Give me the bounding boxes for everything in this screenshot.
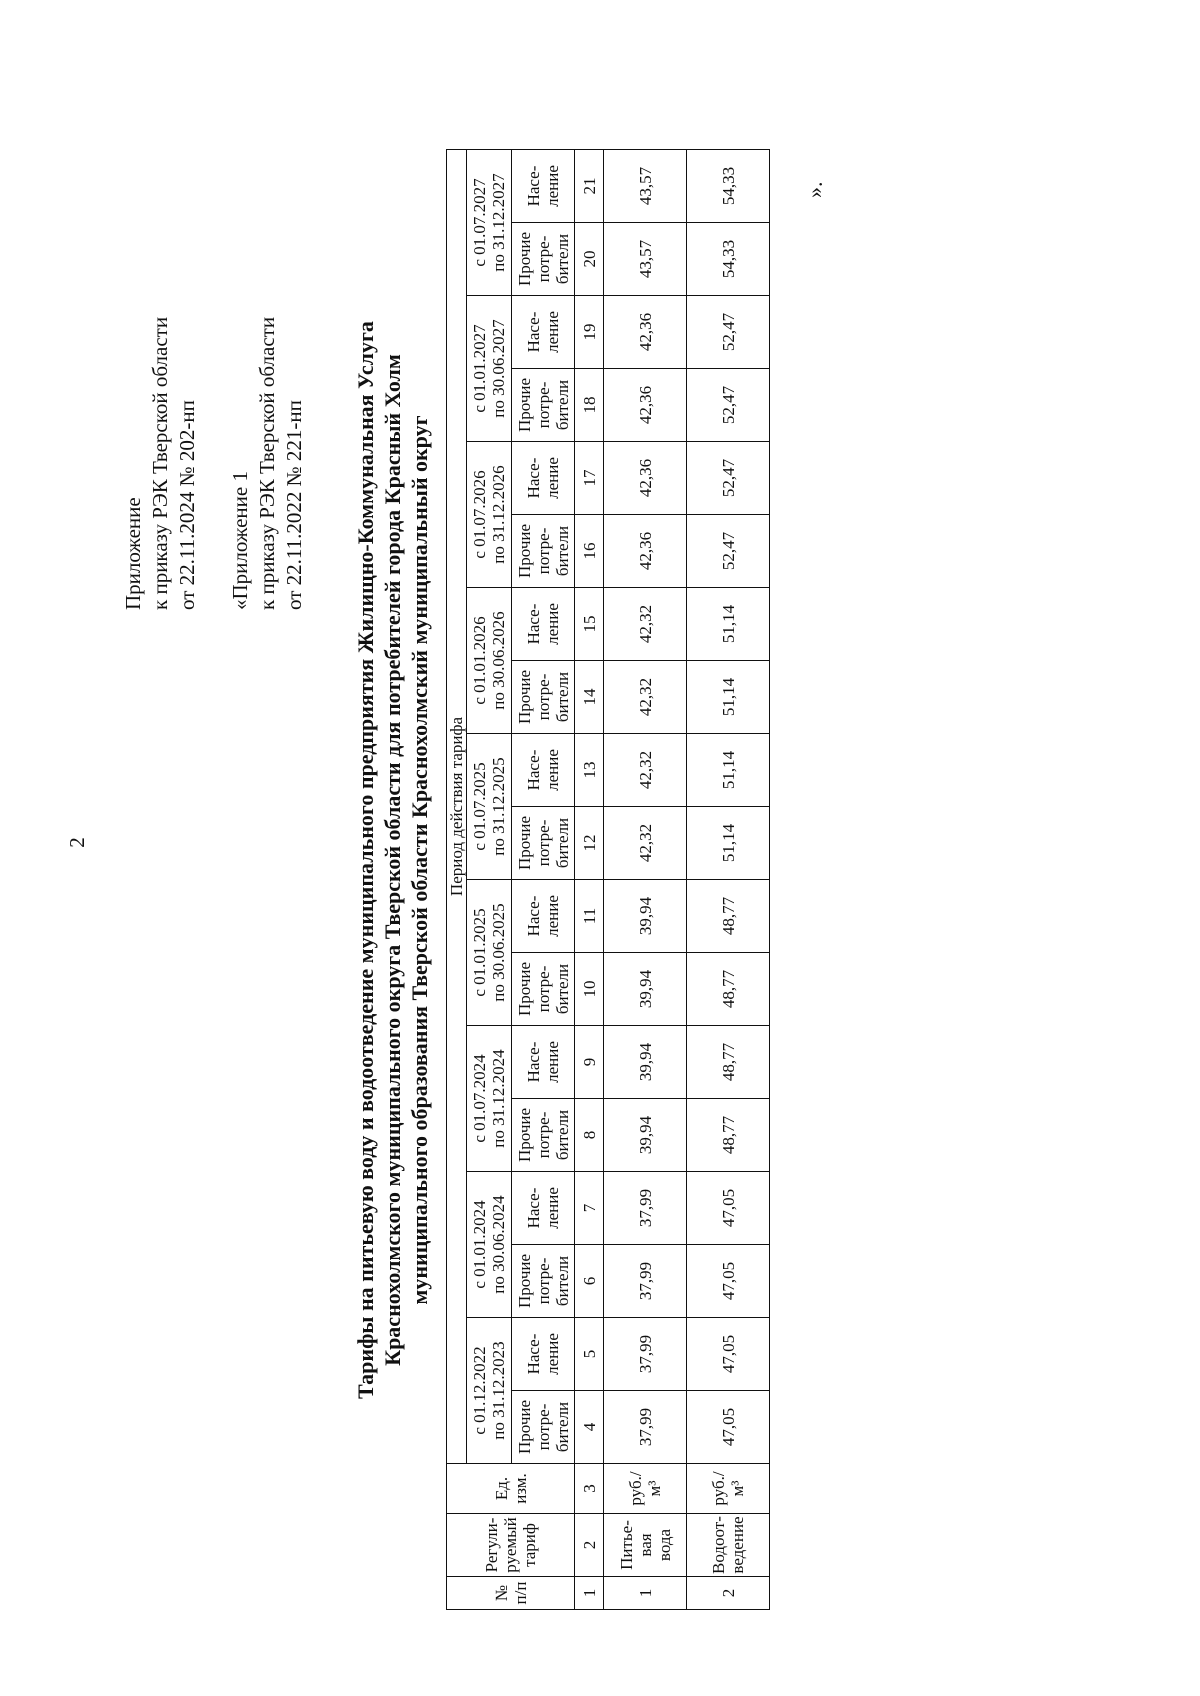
header-other-consumers: Прочие потре-бители bbox=[512, 515, 575, 588]
column-index: 21 bbox=[575, 150, 604, 223]
tariff-value: 42,32 bbox=[604, 661, 687, 734]
header-unit: Ед. изм. bbox=[447, 1464, 575, 1514]
tariff-value: 52,47 bbox=[687, 442, 770, 515]
header-population: Насе-ление bbox=[512, 1318, 575, 1391]
tariff-value: 52,47 bbox=[687, 296, 770, 369]
tariff-value: 48,77 bbox=[687, 1099, 770, 1172]
period-from: с 01.01.2025 bbox=[470, 908, 489, 997]
header-row bbox=[447, 150, 467, 1610]
column-index: 9 bbox=[575, 1026, 604, 1099]
period-header bbox=[467, 880, 512, 1026]
row-unit: руб./м³ bbox=[687, 1464, 770, 1514]
appendix-current-line2: к приказу РЭК Тверской области bbox=[148, 316, 172, 610]
index-row bbox=[575, 150, 604, 1610]
period-from: с 01.07.2025 bbox=[470, 762, 489, 851]
period-from: с 01.12.2022 bbox=[470, 1346, 489, 1435]
tariff-value: 42,36 bbox=[604, 442, 687, 515]
column-index: 10 bbox=[575, 953, 604, 1026]
tariff-value: 47,05 bbox=[687, 1391, 770, 1464]
period-header bbox=[467, 1172, 512, 1318]
header-population: Насе-ление bbox=[512, 880, 575, 953]
header-population: Насе-ление bbox=[512, 588, 575, 661]
period-to: по 30.06.2024 bbox=[489, 1195, 508, 1294]
period-to: по 31.12.2026 bbox=[489, 465, 508, 564]
title-line3: муниципального образования Тверской области Краснохолмский муниципальный округ bbox=[407, 415, 432, 1305]
header-population: Насе-ление bbox=[512, 296, 575, 369]
tariff-value: 42,36 bbox=[604, 515, 687, 588]
column-index: 8 bbox=[575, 1099, 604, 1172]
column-index: 7 bbox=[575, 1172, 604, 1245]
header-no: № п/п bbox=[447, 1577, 575, 1610]
header-other-consumers: Прочие потре-бители bbox=[512, 1391, 575, 1464]
column-index: 1 bbox=[575, 1577, 604, 1610]
table-row bbox=[604, 150, 687, 1610]
header-other-consumers: Прочие потре-бители bbox=[512, 953, 575, 1026]
row-number: 2 bbox=[687, 1577, 770, 1610]
tariff-value: 47,05 bbox=[687, 1318, 770, 1391]
tariff-value: 48,77 bbox=[687, 1026, 770, 1099]
period-header bbox=[467, 150, 512, 296]
column-index: 4 bbox=[575, 1391, 604, 1464]
tariff-value: 52,47 bbox=[687, 515, 770, 588]
header-tariff: Регули-руемый тариф bbox=[447, 1514, 575, 1577]
period-to: по 31.12.2025 bbox=[489, 757, 508, 856]
period-from: с 01.01.2027 bbox=[470, 324, 489, 413]
appendix-current-line3: от 22.11.2024 № 202-нп bbox=[175, 400, 199, 610]
column-index: 16 bbox=[575, 515, 604, 588]
period-header bbox=[467, 442, 512, 588]
appendix-current bbox=[120, 317, 201, 610]
period-from: с 01.01.2024 bbox=[470, 1200, 489, 1289]
column-index: 18 bbox=[575, 369, 604, 442]
period-from: с 01.07.2027 bbox=[470, 178, 489, 267]
period-header bbox=[467, 588, 512, 734]
header-population: Насе-ление bbox=[512, 442, 575, 515]
tariff-value: 42,32 bbox=[604, 734, 687, 807]
tariff-value: 39,94 bbox=[604, 1099, 687, 1172]
rotated-content bbox=[120, 110, 840, 1610]
tariff-value: 47,05 bbox=[687, 1245, 770, 1318]
column-index: 6 bbox=[575, 1245, 604, 1318]
header-period: Период действия тарифа bbox=[447, 150, 467, 1464]
tariff-value: 37,99 bbox=[604, 1245, 687, 1318]
period-header bbox=[467, 296, 512, 442]
tariff-value: 47,05 bbox=[687, 1172, 770, 1245]
closing-quote: ». bbox=[802, 181, 827, 198]
tariff-value: 42,32 bbox=[604, 588, 687, 661]
period-to: по 30.06.2025 bbox=[489, 903, 508, 1002]
column-index: 19 bbox=[575, 296, 604, 369]
column-index: 3 bbox=[575, 1464, 604, 1514]
column-index: 20 bbox=[575, 223, 604, 296]
header-other-consumers: Прочие потре-бители bbox=[512, 1245, 575, 1318]
table-row bbox=[687, 150, 770, 1610]
tariff-value: 43,57 bbox=[604, 223, 687, 296]
tariff-value: 51,14 bbox=[687, 734, 770, 807]
header-population: Насе-ление bbox=[512, 150, 575, 223]
column-index: 14 bbox=[575, 661, 604, 734]
tariff-value: 42,32 bbox=[604, 807, 687, 880]
period-to: по 31.12.2024 bbox=[489, 1049, 508, 1148]
tariff-value: 48,77 bbox=[687, 880, 770, 953]
appendix-current-line1: Приложение bbox=[121, 497, 145, 610]
tariff-table bbox=[446, 149, 770, 1610]
column-index: 13 bbox=[575, 734, 604, 807]
tariff-value: 39,94 bbox=[604, 1026, 687, 1099]
tariff-value: 51,14 bbox=[687, 807, 770, 880]
row-tariff: Питье-вая вода bbox=[604, 1514, 687, 1577]
tariff-value: 37,99 bbox=[604, 1318, 687, 1391]
column-index: 17 bbox=[575, 442, 604, 515]
header-population: Насе-ление bbox=[512, 734, 575, 807]
header-population: Насе-ление bbox=[512, 1026, 575, 1099]
tariff-value: 54,33 bbox=[687, 150, 770, 223]
row-unit: руб./м³ bbox=[604, 1464, 687, 1514]
period-to: по 31.12.2027 bbox=[489, 173, 508, 272]
appendix-original-line1: «Приложение 1 bbox=[228, 471, 252, 610]
tariff-value: 37,99 bbox=[604, 1391, 687, 1464]
tariff-value: 42,36 bbox=[604, 369, 687, 442]
tariff-value: 51,14 bbox=[687, 661, 770, 734]
document-title bbox=[352, 110, 433, 1610]
row-tariff: Водоот-ведение bbox=[687, 1514, 770, 1577]
period-from: с 01.01.2026 bbox=[470, 616, 489, 705]
header-other-consumers: Прочие потре-бители bbox=[512, 369, 575, 442]
title-line1: Тарифы на питьевую воду и водоотведение муниципального предприятия Жилищно-Коммунальная Услуга bbox=[353, 321, 378, 1399]
period-header bbox=[467, 1026, 512, 1172]
tariff-value: 37,99 bbox=[604, 1172, 687, 1245]
header-other-consumers: Прочие потре-бители bbox=[512, 807, 575, 880]
column-index: 12 bbox=[575, 807, 604, 880]
header-other-consumers: Прочие потре-бители bbox=[512, 223, 575, 296]
period-header bbox=[467, 734, 512, 880]
tariff-value: 52,47 bbox=[687, 369, 770, 442]
period-from: с 01.07.2026 bbox=[470, 470, 489, 559]
page-number: 2 bbox=[64, 837, 89, 848]
appendix-original bbox=[227, 317, 308, 610]
tariff-value: 39,94 bbox=[604, 953, 687, 1026]
column-index: 15 bbox=[575, 588, 604, 661]
period-to: по 30.06.2027 bbox=[489, 319, 508, 418]
header-other-consumers: Прочие потре-бители bbox=[512, 661, 575, 734]
tariff-value: 48,77 bbox=[687, 953, 770, 1026]
appendix-original-line2: к приказу РЭК Тверской области bbox=[255, 316, 279, 610]
consumer-row bbox=[512, 150, 575, 1610]
header-population: Насе-ление bbox=[512, 1172, 575, 1245]
tariff-value: 51,14 bbox=[687, 588, 770, 661]
title-line2: Краснохолмского муниципального округа Тверской области для потребителей города Красный Холм bbox=[380, 354, 405, 1366]
column-index: 5 bbox=[575, 1318, 604, 1391]
period-to: по 30.06.2026 bbox=[489, 611, 508, 710]
column-index: 11 bbox=[575, 880, 604, 953]
column-index: 2 bbox=[575, 1514, 604, 1577]
row-number: 1 bbox=[604, 1577, 687, 1610]
tariff-value: 39,94 bbox=[604, 880, 687, 953]
tariff-value: 43,57 bbox=[604, 150, 687, 223]
period-to: по 31.12.2023 bbox=[489, 1341, 508, 1440]
tariff-value: 42,36 bbox=[604, 296, 687, 369]
header-other-consumers: Прочие потре-бители bbox=[512, 1099, 575, 1172]
period-header bbox=[467, 1318, 512, 1464]
tariff-value: 54,33 bbox=[687, 223, 770, 296]
period-from: с 01.07.2024 bbox=[470, 1054, 489, 1143]
appendix-original-line3: от 22.11.2022 № 221-нп bbox=[282, 400, 306, 610]
period-row bbox=[467, 150, 512, 1610]
